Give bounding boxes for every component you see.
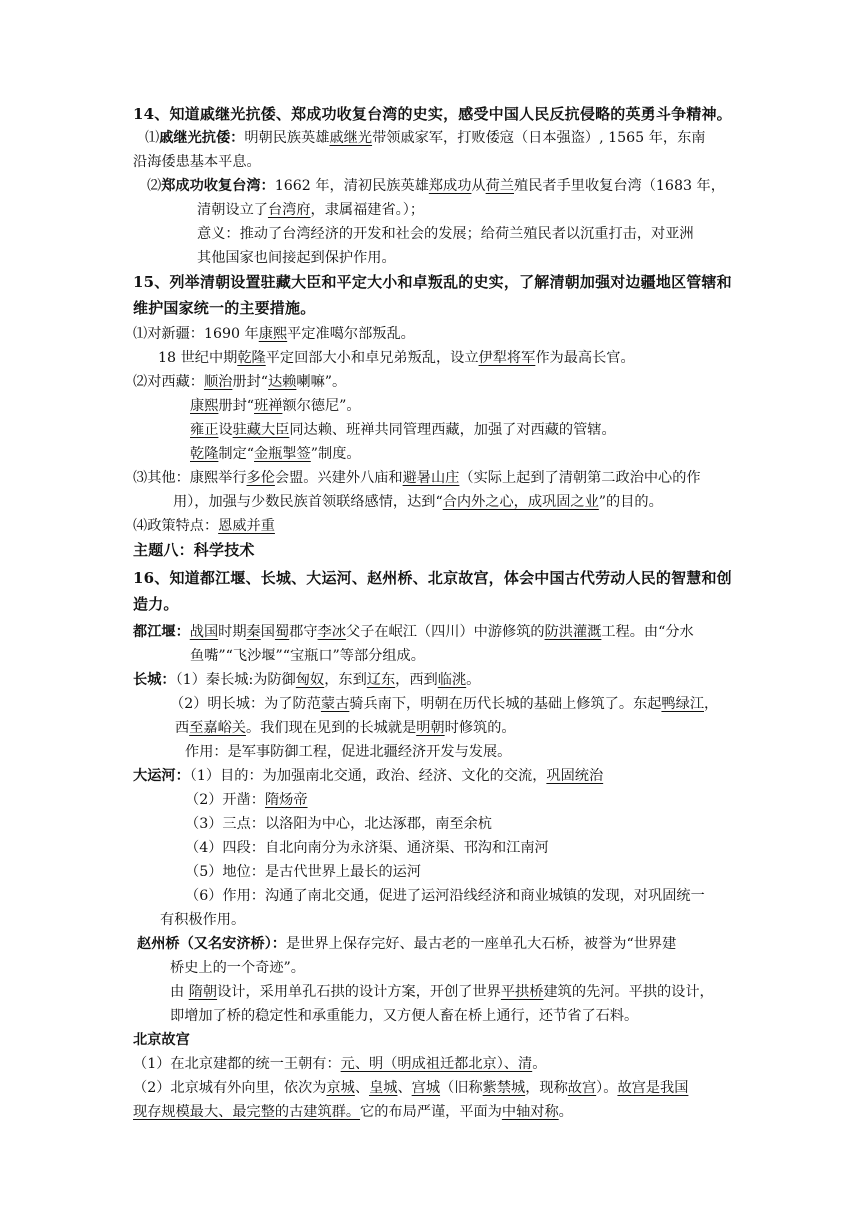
zheng-chenggong-paragraph [147,175,725,197]
text: ⑴对新疆：1690 年 [133,326,259,342]
text: 喇嘛”。 [296,374,347,390]
underlined-term: 京城 [326,1080,355,1096]
underlined-term: 故宫是我国 [617,1080,689,1096]
text: ”制度。 [310,446,361,462]
text: 父子在岷江（四川）中游修筑的 [345,624,545,640]
tibet-line-4 [190,443,361,465]
text: 1662 年，清初民族英雄 [274,178,429,194]
forbidden-city-line-2 [133,1077,688,1099]
underlined-term: 李冰 [317,624,346,640]
underlined-term: 恩威并重 [218,518,275,534]
section-15-heading-line-2: 维护国家统一的主要措施。 [133,299,316,317]
underlined-term: 匈奴 [295,672,325,688]
underlined-term: 紫禁城 [482,1080,526,1096]
text: 同达赖、班禅共同管理西藏，加强了对西藏的管辖。 [289,422,616,438]
underlined-term: 辽东 [366,672,396,688]
underlined-term: 顺治 [203,374,233,390]
text: 会盟。兴建外八庙和 [274,470,403,486]
text: 带领戚家军，打败倭寇（日本强盗）, 1565 年，东南 [372,130,706,146]
text: 国 [260,624,275,640]
list-marker: ⑵ [147,178,162,194]
text: （实际上起到了清朝第二政治中心的作 [459,470,701,486]
zhaozhou-bridge-line-1 [137,933,676,955]
underlined-term: 宫城 [411,1080,441,1096]
item-label: 都江堰： [133,624,190,640]
text: 平定准噶尔部叛乱。 [287,326,415,342]
text: （1）秦长城:为防御 [175,672,296,688]
underlined-term: 故宫 [567,1080,597,1096]
item-label: 戚继光抗倭： [159,130,245,146]
underlined-term: 蒙古 [320,696,350,712]
qi-jiguang-paragraph [145,127,705,149]
underlined-term: 台湾府 [267,202,311,218]
text: 作为最高长官。 [535,350,635,366]
underlined-term: 明朝 [416,720,445,736]
other-measures-line-1 [133,467,701,489]
underlined-term: 隋炀帝 [264,792,308,808]
great-wall-line-1 [133,669,480,691]
underlined-term: 避暑山庄 [402,470,460,486]
text: ⑷政策特点： [133,518,219,534]
grand-canal-line-3: （3）三点：以洛阳为中心，北达涿郡，南至余杭 [185,816,492,832]
section-16-heading-line-2: 造力。 [133,595,179,613]
forbidden-city-line-3 [133,1101,573,1123]
text: 设 [218,422,233,438]
underlined-term: 合内外之心，成巩固之业 [442,494,599,510]
text: 。 [558,1104,573,1120]
item-label: 大运河： [133,768,190,784]
text: ，现称 [525,1080,568,1096]
item-label: 赵州桥（又名安济桥）： [137,936,286,952]
tibet-line-3 [190,419,616,441]
text: 时修筑的。 [444,720,516,736]
underlined-term: 中轴对称 [501,1104,559,1120]
text: ⑵对西藏： [133,374,204,390]
significance-line-2: 其他国家也间接起到保护作用。 [197,250,396,266]
text: ， [704,696,719,712]
underlined-term: 平拱桥 [500,984,544,1000]
underlined-term: 郑成功 [428,178,472,194]
text: （1）目的：为加强南北交通，政治、经济、文化的交流， [189,768,547,784]
text: 、 [397,1080,412,1096]
underlined-term: 康熙 [258,326,288,342]
underlined-term: 荷兰 [485,178,515,194]
underlined-term: 战国 [189,624,219,640]
underlined-term: 乾隆 [190,446,219,462]
underlined-term: 达赖 [267,374,297,390]
underlined-term: 蜀 [274,624,290,640]
underlined-term: 元、明（明成祖迁都北京）、清 [340,1056,533,1072]
underlined-term: 金瓶掣签 [254,446,311,462]
underlined-term: 皇城 [369,1080,398,1096]
text: ，隶属福建省。）； [310,202,425,218]
underlined-term: 至嘉峪关 [189,720,246,736]
text: 是世界上保存完好、最古老的一座单孔大石桥，被誉为“世界建 [285,936,677,952]
forbidden-city-line-1 [133,1053,546,1075]
tibet-line-1 [133,371,346,393]
underlined-term: 乾隆 [237,350,266,366]
item-label: 长城： [133,672,176,688]
text: （旧称 [440,1080,483,1096]
section-15-heading-line-1: 15、列举清朝设置驻藏大臣和平定大小和卓叛乱的史实，了解清朝加强对边疆地区管辖和 [133,273,732,291]
text: ）。 [596,1080,618,1096]
underlined-term: 防洪灌溉 [544,624,602,640]
underlined-term: 雍正 [190,422,219,438]
section-14-heading: 14、知道戚继光抗倭、郑成功收复台湾的史实，感受中国人民反抗侵略的英勇斗争精神。 [133,105,732,123]
text: ，东到 [324,672,367,688]
text: ⑶其他：康熙举行 [133,470,247,486]
text: 殖民者手里收复台湾（1683 年， [514,178,725,194]
text: 明朝民族英雄 [244,130,330,146]
text: 制定“ [218,446,255,462]
list-marker: ⑴ [145,130,160,146]
text: 。 [466,672,481,688]
forbidden-city-title: 北京故宫 [133,1032,190,1048]
text: 、 [354,1080,370,1096]
zhaozhou-bridge-line-4: 即增加了桥的稳定性和承重能力，又方便人畜在桥上通行，还节省了石料。 [170,1008,639,1024]
great-wall-function: 作用：是军事防御工程，促进北疆经济开发与发展。 [185,744,512,760]
xinjiang-line-2 [158,347,635,369]
text: （1）在北京建都的统一王朝有： [133,1056,341,1072]
grand-canal-line-6: （6）作用：沟通了南北交通，促进了运河沿线经济和商业城镇的发现，对巩固统一 [185,888,705,904]
great-wall-line-2 [170,693,718,715]
underlined-term: 驻藏大臣 [232,422,290,438]
text: 18 世纪中期 [158,350,238,366]
zhaozhou-bridge-line-2: 桥史上的一个奇迹”。 [170,960,305,976]
text: 平定回部大小和卓兄弟叛乱，设立 [265,350,479,366]
text: 它的布局严谨，平面为 [360,1104,502,1120]
text: 由 [170,984,189,1000]
grand-canal-line-5: （5）地位：是古代世界上最长的运河 [185,864,422,880]
text: （2）北京城有外向里，依次为 [133,1080,327,1096]
text: 工程。由“分水 [601,624,694,640]
text: 骑兵南下，明朝在历代长城的基础上修筑了。东起 [349,696,662,712]
xinjiang-line-1 [133,323,415,345]
text: 建筑的先河。平拱的设计， [543,984,714,1000]
text: （2）明长城：为了防范 [170,696,321,712]
underlined-term: 戚继光 [329,130,373,146]
text: 设计，采用单孔石拱的设计方案，开创了世界 [217,984,501,1000]
text: ”的目的。 [598,494,663,510]
theme-8-heading: 主题八：科学技术 [133,541,255,559]
grand-canal-line-7: 有积极作用。 [160,912,246,928]
underlined-term: 现存规模最大、最完整的古建筑群。 [133,1104,361,1120]
grand-canal-line-4: （4）四段：自北向南分为永济渠、通济渠、邗沟和江南河 [185,840,549,856]
dujiangyan-line-2: 鱼嘴”“飞沙堰”“宝瓶口”等部分组成。 [190,648,425,664]
grand-canal-line-2 [185,789,308,811]
underlined-term: 伊犁将军 [478,350,536,366]
zheng-chenggong-continuation [197,199,424,221]
underlined-term: 康熙 [190,398,219,414]
other-measures-line-2 [173,491,663,513]
text: 册封“ [218,398,255,414]
dujiangyan-line-1 [133,621,694,643]
text: 。我们现在见到的长城就是 [245,720,417,736]
text: 。 [532,1056,547,1072]
text: 清朝设立了 [197,202,268,218]
text: 用），加强与少数民族首领联络感情，达到“ [173,494,443,510]
qi-jiguang-continuation: 沿海倭患基本平息。 [133,154,261,170]
underlined-term: 班禅 [254,398,283,414]
text: 时期 [218,624,247,640]
text: 从 [471,178,486,194]
great-wall-line-3 [175,717,516,739]
underlined-term: 多伦 [246,470,275,486]
text: ，西到 [395,672,438,688]
significance-line-1: 意义：推动了台湾经济的开发和社会的发展；给荷兰殖民者以沉重打击，对亚洲 [197,226,694,242]
text: （2）开凿： [185,792,265,808]
item-label: 郑成功收复台湾： [161,178,275,194]
text: 西 [175,720,190,736]
text: 额尔德尼”。 [282,398,361,414]
underlined-term: 隋朝 [188,984,218,1000]
tibet-line-2 [190,395,361,417]
text: 郡守 [289,624,318,640]
text: 册封“ [232,374,268,390]
underlined-term: 秦 [246,624,261,640]
section-16-heading-line-1: 16、知道都江堰、长城、大运河、赵州桥、北京故宫，体会中国古代劳动人民的智慧和创 [133,569,732,587]
underlined-term: 巩固统治 [546,768,604,784]
underlined-term: 临洮 [437,672,467,688]
policy-features [133,515,275,537]
grand-canal-line-1 [133,765,603,787]
zhaozhou-bridge-line-3 [170,981,714,1003]
underlined-term: 鸭绿江 [661,696,705,712]
